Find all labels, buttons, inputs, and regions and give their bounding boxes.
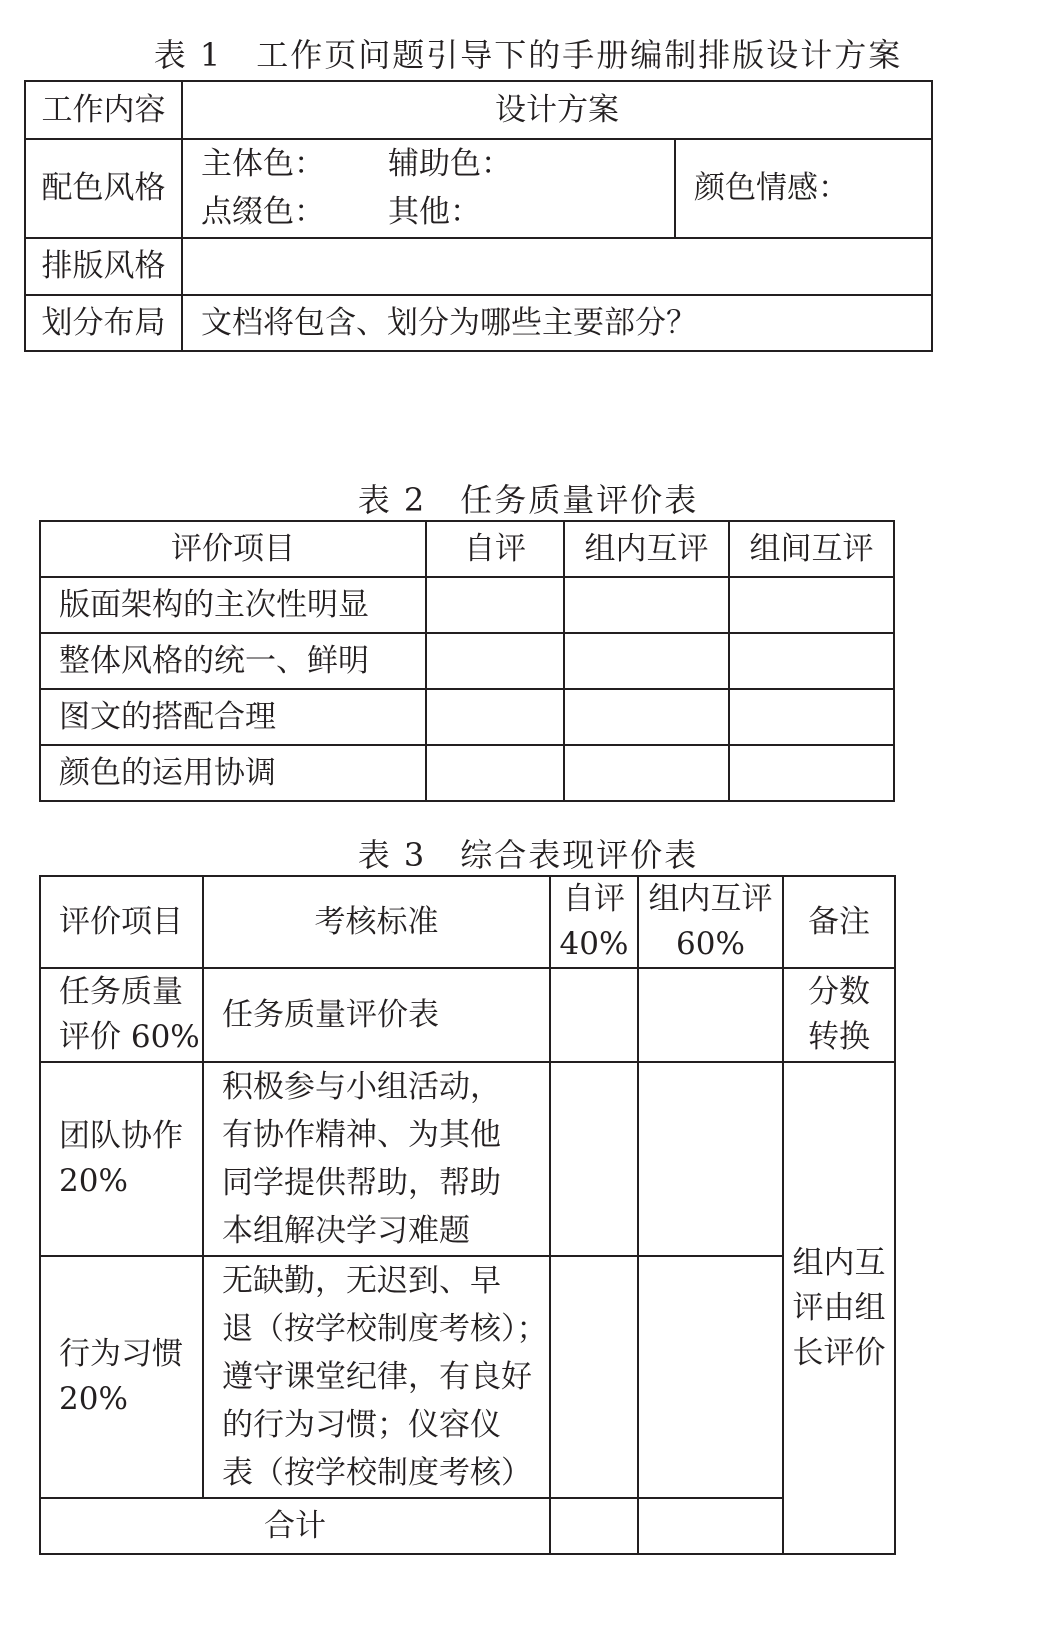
header-design-scheme: 设计方案 (182, 81, 932, 139)
task-quality-intra (638, 968, 783, 1062)
header-work-content: 工作内容 (25, 81, 182, 139)
inter-score-4 (729, 745, 894, 801)
inter-score-1 (729, 577, 894, 633)
table3-caption: 表 3 综合表现评价表 (357, 836, 699, 874)
intra-score-3 (564, 689, 729, 745)
layout-style-label: 排版风格 (25, 238, 182, 295)
teamwork-item: 团队协作 20% (40, 1062, 203, 1256)
division-layout-question: 文档将包含、划分为哪些主要部分？ (182, 295, 932, 351)
intra-score-2 (564, 633, 729, 689)
self-score-3 (426, 689, 564, 745)
eval-item-4: 颜色的运用协调 (40, 745, 426, 801)
intra-score-1 (564, 577, 729, 633)
header-self-40: 自评 40% (550, 876, 638, 968)
teamwork-self (550, 1062, 638, 1256)
intra-eval-by-leader-note: 组内互 评由组 长评价 (783, 1062, 895, 1554)
layout-style-value (182, 238, 932, 295)
overall-performance-table (39, 875, 896, 1555)
inter-score-2 (729, 633, 894, 689)
total-self (550, 1498, 638, 1554)
behavior-item: 行为习惯 20% (40, 1256, 203, 1498)
color-emotion-label: 颜色情感： (675, 139, 932, 238)
self-score-2 (426, 633, 564, 689)
division-layout-label: 划分布局 (25, 295, 182, 351)
teamwork-criteria: 积极参与小组活动， 有协作精神、为其他 同学提供帮助，帮助 本组解决学习难题 (203, 1062, 550, 1256)
score-conversion-note: 分数 转换 (783, 968, 895, 1062)
task-quality-criteria: 任务质量评价表 (203, 968, 550, 1062)
teamwork-intra (638, 1062, 783, 1256)
header-intra-60: 组内互评 60% (638, 876, 783, 968)
header-eval-item: 评价项目 (40, 876, 203, 968)
table1-caption: 表 1 工作页问题引导下的手册编制排版设计方案 (153, 36, 903, 74)
color-style-label: 配色风格 (25, 139, 182, 238)
eval-item-1: 版面架构的主次性明显 (40, 577, 426, 633)
behavior-criteria: 无缺勤，无迟到、早 退（按学校制度考核）； 遵守课堂纪律，有良好 的行为习惯；仪容仪 表（按学校制度考核） (203, 1256, 550, 1498)
eval-item-2: 整体风格的统一、鲜明 (40, 633, 426, 689)
header-criteria: 考核标准 (203, 876, 550, 968)
task-quality-self (550, 968, 638, 1062)
header-inter-group-eval: 组间互评 (729, 521, 894, 577)
aux-color-label: 辅助色： (388, 146, 512, 182)
total-intra (638, 1498, 783, 1554)
intra-score-4 (564, 745, 729, 801)
self-score-4 (426, 745, 564, 801)
header-eval-item: 评价项目 (40, 521, 426, 577)
table2-caption: 表 2 任务质量评价表 (357, 481, 699, 519)
eval-item-3: 图文的搭配合理 (40, 689, 426, 745)
main-color-label: 主体色： (201, 146, 325, 182)
behavior-intra (638, 1256, 783, 1498)
color-fields-cell (182, 139, 675, 238)
accent-color-label: 点缀色： (201, 194, 325, 230)
self-score-1 (426, 577, 564, 633)
header-intra-group-eval: 组内互评 (564, 521, 729, 577)
task-quality-item: 任务质量 评价 60% (40, 968, 203, 1062)
header-note: 备注 (783, 876, 895, 968)
design-scheme-table (24, 80, 933, 352)
total-label: 合计 (40, 1498, 550, 1554)
task-quality-table (39, 520, 895, 802)
behavior-self (550, 1256, 638, 1498)
other-color-label: 其他： (388, 194, 481, 230)
header-self-eval: 自评 (426, 521, 564, 577)
inter-score-3 (729, 689, 894, 745)
